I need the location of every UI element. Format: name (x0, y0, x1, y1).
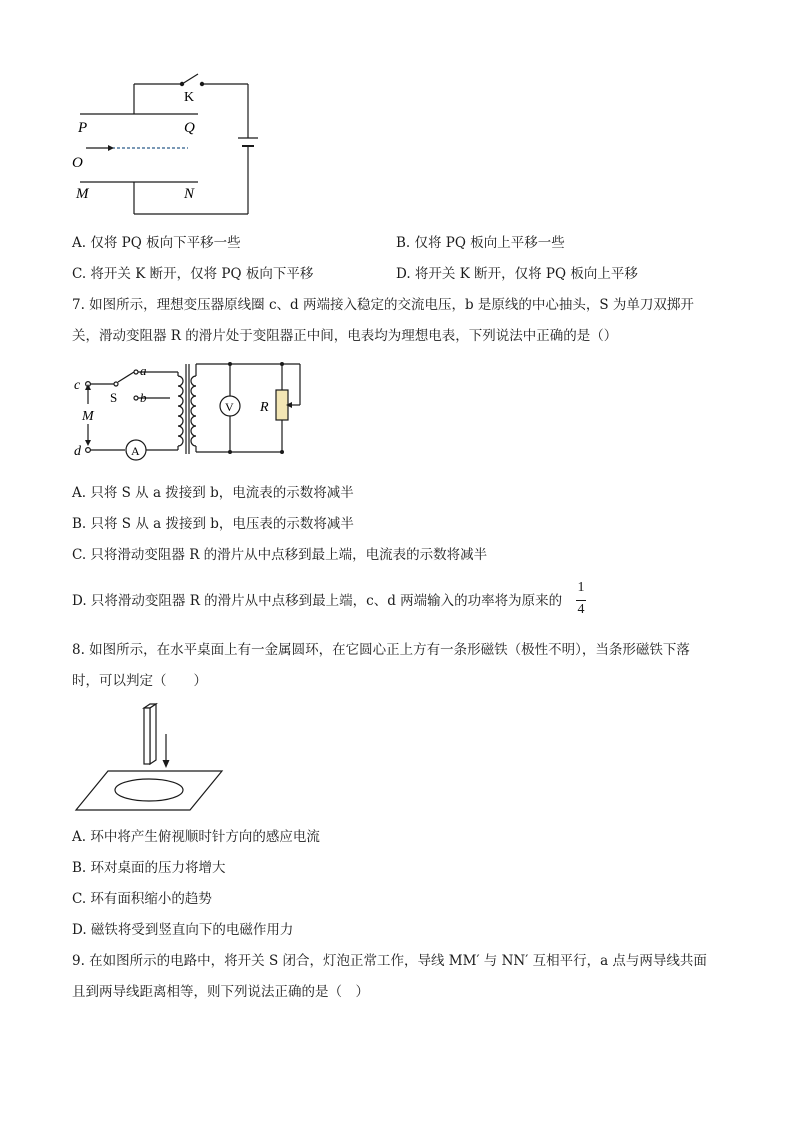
q9-stem-line2: 且到两导线距离相等，则下列说法正确的是（ ） (72, 984, 369, 1000)
q8-option-a: A. 环中将产生俯视顺时针方向的感应电流 (72, 829, 320, 845)
q6-option-c: C. 将开关 K 断开，仅将 PQ 板向下平移 (72, 266, 314, 282)
plate-label-q: Q (184, 120, 195, 136)
q8-stem-line1: 8. 如图所示，在水平桌面上有一金属圆环，在它圆心正上方有一条形磁铁（极性不明），当条形磁铁下落 (72, 642, 690, 658)
q8-option-d: D. 磁铁将受到竖直向下的电磁作用力 (72, 922, 294, 938)
terminal-label-d: d (74, 444, 81, 459)
magnet-ring-figure (70, 700, 230, 815)
q6-option-d: D. 将开关 K 断开，仅将 PQ 板向上平移 (396, 266, 638, 282)
q8-option-c: C. 环有面积缩小的趋势 (72, 891, 212, 907)
plate-label-m: M (76, 186, 89, 202)
q7-option-d: D. 只将滑动变阻器 R 的滑片从中点移到最上端，c、d 两端输入的功率将为原来的 (72, 593, 563, 609)
q7-option-a: A. 只将 S 从 a 拨接到 b，电流表的示数将减半 (72, 485, 354, 501)
q7-option-b: B. 只将 S 从 a 拨接到 b，电压表的示数将减半 (72, 516, 354, 532)
q8-option-b: B. 环对桌面的压力将增大 (72, 860, 226, 876)
terminal-label-c: c (74, 378, 81, 393)
contact-label-b: b (140, 390, 147, 405)
ammeter-label: A (131, 444, 140, 458)
fraction-denominator: 4 (577, 602, 585, 617)
q7-option-c: C. 只将滑动变阻器 R 的滑片从中点移到最上端，电流表的示数将减半 (72, 547, 488, 563)
q8-stem-line2: 时，可以判定（ ） (72, 673, 207, 689)
fraction-bar (576, 600, 586, 601)
q6-option-b: B. 仅将 PQ 板向上平移一些 (396, 235, 565, 251)
switch-label: K (184, 90, 195, 105)
voltage-label-m: M (82, 409, 94, 424)
capacitor-circuit-figure (70, 70, 290, 220)
q7-stem-line2: 关，滑动变阻器 R 的滑片处于变阻器正中间，电表均为理想电表，下列说法中正确的是（） (72, 328, 618, 344)
switch-label-s: S (110, 390, 118, 405)
q7-stem-line1: 7. 如图所示，理想变压器原线圈 c、d 两端接入稳定的交流电压，b 是原线的中心抽头，S 为单刀双掷开 (72, 297, 694, 313)
origin-label: O (72, 155, 83, 171)
contact-label-a: a (140, 363, 147, 378)
plate-label-n: N (184, 186, 195, 202)
voltmeter-label: V (225, 400, 234, 414)
fraction-numerator: 1 (577, 580, 585, 595)
q6-option-a: A. 仅将 PQ 板向下平移一些 (72, 235, 241, 251)
plate-label-p: P (78, 120, 88, 136)
q9-stem-line1: 9. 在如图所示的电路中，将开关 S 闭合，灯泡正常工作，导线 MM′ 与 NN′ 互相平行，a 点与两导线共面 (72, 953, 707, 969)
resistor-label: R (260, 400, 269, 415)
transformer-circuit-figure (70, 358, 320, 468)
